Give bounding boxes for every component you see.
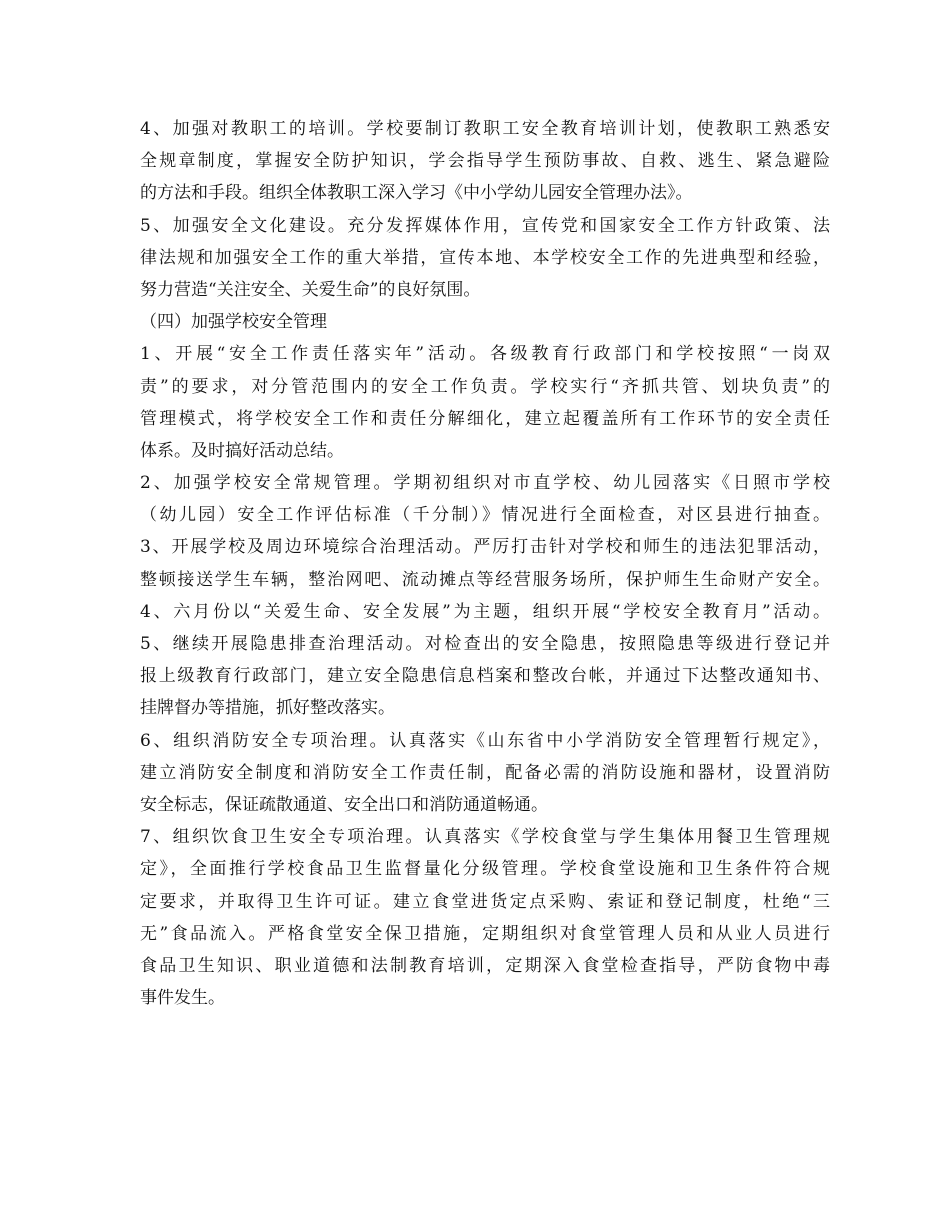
text-line: 7、组织饮食卫生安全专项治理。认真落实《学校食堂与学生集体用餐卫生管理规 xyxy=(140,827,830,848)
text-line: 定要求，并取得卫生许可证。建立食堂进货定点采购、索证和登记制度，杜绝“三 xyxy=(140,891,830,912)
text-line: 定》，全面推行学校食品卫生监督量化分级管理。学校食堂设施和卫生条件符合规 xyxy=(140,859,830,880)
text-line: 6、组织消防安全专项治理。认真落实《山东省中小学消防安全管理暂行规定》， xyxy=(140,730,830,751)
text-line: 挂牌督办等措施，抓好整改落实。 xyxy=(140,698,395,719)
text-line: （幼儿园）安全工作评估标准（千分制）》情况进行全面检查，对区县进行抽查。 xyxy=(140,505,830,526)
text-line: 努力营造“关注安全、关爱生命”的良好氛围。 xyxy=(140,279,481,300)
text-line: 1、开展“安全工作责任落实年”活动。各级教育行政部门和学校按照“一岗双 xyxy=(140,344,830,365)
text-line: 体系。及时搞好活动总结。 xyxy=(140,440,344,461)
text-line: 无”食品流入。严格食堂安全保卫措施，定期组织对食堂管理人员和从业人员进行 xyxy=(140,923,830,944)
text-line: 管理模式，将学校安全工作和责任分解细化，建立起覆盖所有工作环节的安全责任 xyxy=(140,408,830,429)
text-line: 事件发生。 xyxy=(140,988,225,1009)
text-line: 5、加强安全文化建设。充分发挥媒体作用，宣传党和国家安全工作方针政策、法 xyxy=(140,215,830,236)
text-line: 的方法和手段。组织全体教职工深入学习《中小学幼儿园安全管理办法》。 xyxy=(140,183,693,204)
text-line: 全规章制度，掌握安全防护知识，学会指导学生预防事故、自救、逃生、紧急避险 xyxy=(140,151,830,172)
text-line: 安全标志，保证疏散通道、安全出口和消防通道畅通。 xyxy=(140,794,548,815)
text-line: 2、加强学校安全常规管理。学期初组织对市直学校、幼儿园落实《日照市学校 xyxy=(140,473,830,494)
text-line: 责”的要求，对分管范围内的安全工作负责。学校实行“齐抓共管、划块负责”的 xyxy=(140,376,830,397)
document-body xyxy=(140,113,830,1014)
text-line: 食品卫生知识、职业道德和法制教育培训，定期深入食堂检查指导，严防食物中毒 xyxy=(140,955,830,976)
text-line: 4、六月份以“关爱生命、安全发展”为主题，组织开展“学校安全教育月”活动。 xyxy=(140,601,830,622)
text-line: 报上级教育行政部门，建立安全隐患信息档案和整改台帐，并通过下达整改通知书、 xyxy=(140,666,830,687)
text-line: 律法规和加强安全工作的重大举措，宣传本地、本学校安全工作的先进典型和经验， xyxy=(140,247,830,268)
text-line: 建立消防安全制度和消防安全工作责任制，配备必需的消防设施和器材，设置消防 xyxy=(140,762,830,783)
text-line: （四）加强学校安全管理 xyxy=(140,312,327,333)
text-line: 4、加强对教职工的培训。学校要制订教职工安全教育培训计划，使教职工熟悉安 xyxy=(140,119,830,139)
text-line: 5、继续开展隐患排查治理活动。对检查出的安全隐患，按照隐患等级进行登记并 xyxy=(140,634,830,654)
text-line: 整顿接送学生车辆，整治网吧、流动摊点等经营服务场所，保护师生生命财产安全。 xyxy=(140,569,830,590)
text-line: 3、开展学校及周边环境综合治理活动。严厉打击针对学校和师生的违法犯罪活动， xyxy=(140,537,830,558)
